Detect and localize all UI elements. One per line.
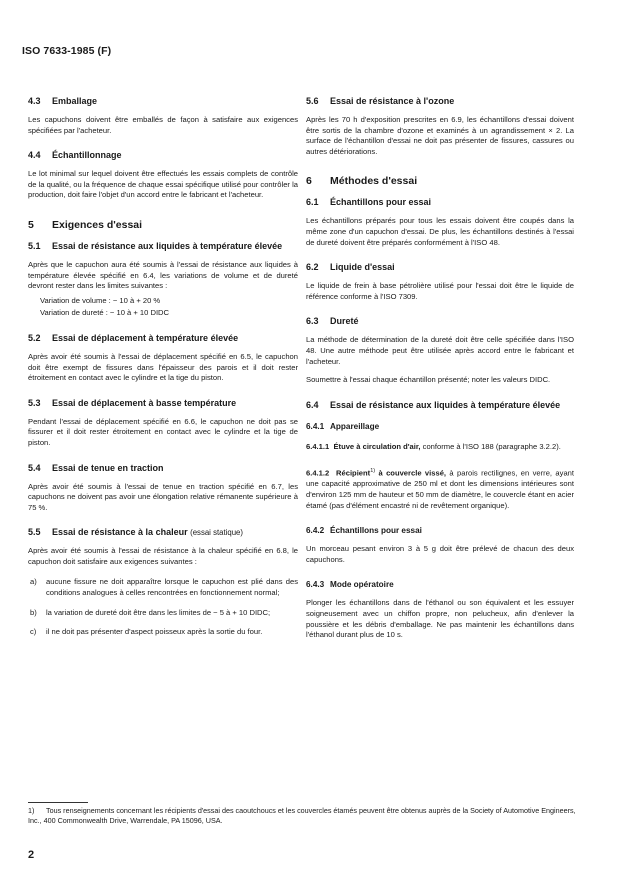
- list-item: c) il ne doit pas présenter d'aspect poisseux après la sortie du four.: [30, 627, 263, 637]
- section-5-1-heading: 5.1 Essai de résistance aux liquides à température élevée: [28, 240, 283, 251]
- section-5-3-heading: 5.3 Essai de déplacement à basse température: [28, 397, 237, 408]
- volume-variation: Variation de volume : − 10 à + 20 %: [40, 295, 161, 305]
- section-6-4-1-heading: 6.4.1 Appareillage: [306, 421, 380, 431]
- section-5-heading: 5 Exigences d'essai: [28, 218, 143, 231]
- section-6-heading: 6 Méthodes d'essai: [306, 175, 418, 188]
- section-6-4-3-text: Plonger les échantillons dans de l'éthanol ou son équivalent et les essuyer soigneusement avec un chiffon propre, non pelucheux, afin d'enlever la poussière et les débris d'emballage. Ne pas maintenir les échantillons dans l'éthanol durant plus de 10 s.: [306, 598, 574, 640]
- section-4-4-text: Le lot minimal sur lequel doivent être effectués les essais complets de contrôle de la qualité, ou la fréquence de chaque essai spécifique utilisé pour contrôler la production, doit faire l'objet d'un accord entre le fabricant et l'acheteur.: [28, 169, 298, 200]
- section-5-2-text: Après avoir été soumis à l'essai de déplacement spécifié en 6.5, le capuchon doit être exempt de fissures dans l'épaisseur des parois et il doit rester étroitement en contact avec le cylindre et la tige du piston.: [28, 351, 298, 383]
- section-4-3-text: Les capuchons doivent être emballés de façon à satisfaire aux exigences spécifiées par l'acheteur.: [28, 115, 298, 135]
- list-item: b) la variation de dureté doit être dans les limites de − 5 à + 10 DIDC;: [30, 607, 271, 617]
- list-item: a) aucune fissure ne doit apparaître lorsque le capuchon est plié dans des conditions analogues à celles rencontrées en fonctionnement normal;: [30, 577, 298, 598]
- right-column: [306, 96, 574, 655]
- section-6-3-heading: 6.3 Dureté: [306, 316, 359, 327]
- section-5-4-text: Après avoir été soumis à l'essai de tenue en traction spécifié en 6.7, les capuchons ne doivent pas avoir une élongation relative rémanente supérieure à 75 %.: [28, 481, 298, 512]
- section-6-4-1-2-text: 6.4.1.2 Récipient$^{1)}$ à couvercle vissé, à parois rectilignes, en verre, ayant une capacité approximative de 250 ml et dont les dimensions intérieures sont d'environ 125 mm de hauteur et 50 mm de diamètre, le couvercle étant en acier étamé (pas d'élément encastré ni de revêtement organique).: [306, 468, 574, 510]
- section-6-4-2-heading: 6.4.2 Échantillons pour essai: [306, 526, 422, 536]
- section-6-1-text: Les échantillons préparés pour tous les essais doivent être coupés dans la même zone d'un capuchon d'essai. De plus, les échantillons destinés à l'essai de dureté doivent être préparés conformément à l'ISO 48.: [306, 216, 574, 247]
- section-5-5-text: Après avoir été soumis à l'essai de résistance à la chaleur spécifié en 6.8, le capuchon doit satisfaire aux exigences suivantes :: [28, 546, 298, 566]
- section-6-2-text: Le liquide de frein à base pétrolière utilisé pour l'essai doit être le liquide de référence conforme à l'ISO 7309.: [306, 281, 574, 301]
- section-6-4-1-1-text: 6.4.1.1 Étuve à circulation d'air, conforme à l'ISO 188 (paragraphe 3.2.2).: [306, 441, 561, 451]
- section-5-3-text: Pendant l'essai de déplacement spécifié en 6.6, le capuchon ne doit pas se fissurer et il doit rester étroitement en contact avec le cylindre et la tige de piston.: [28, 416, 298, 447]
- section-5-1-text: Après que le capuchon aura été soumis à l'essai de résistance aux liquides à température élevée spécifié en 6.4, les variations de volume et de dureté devront rester dans les limites suivantes :: [28, 259, 298, 291]
- footnote-divider: [28, 802, 88, 803]
- section-4-3-heading: 4.3 Emballage: [28, 96, 98, 106]
- section-5-5-heading: 5.5 Essai de résistance à la chaleur (essai statique): [28, 527, 243, 538]
- left-column: [28, 96, 298, 647]
- section-6-4-heading: 6.4 Essai de résistance aux liquides à température élevée: [306, 399, 561, 410]
- section-6-2-heading: 6.2 Liquide d'essai: [306, 262, 395, 273]
- section-5-6-text: Après les 70 h d'exposition prescrites en 6.9, les échantillons d'essai doivent être sortis de la chambre d'ozone et examinés à un agrandissement × 2. La surface de l'échantillon d'essai ne doit pas présenter de fissures, cassures ou autres détériorations.: [306, 115, 574, 156]
- section-4-4-heading: 4.4 Échantillonnage: [28, 150, 122, 161]
- section-6-3-text: La méthode de détermination de la dureté doit être celle spécifiée dans l'ISO 48. Une autre méthode peut être utilisée après accord entre le fabricant et l'acheteur.: [306, 335, 574, 366]
- section-6-1-heading: 6.1 Échantillons pour essai: [306, 197, 432, 208]
- section-5-2-heading: 5.2 Essai de déplacement à température élevée: [28, 332, 239, 343]
- section-6-3-text-2: Soumettre à l'essai chaque échantillon présenté; noter les valeurs DIDC.: [306, 375, 551, 385]
- section-6-4-2-text: Un morceau pesant environ 3 à 5 g doit être prélevé de chacun des deux capuchons.: [306, 544, 574, 564]
- document-header: ISO 7633-1985 (F): [22, 45, 112, 57]
- section-5-4-heading: 5.4 Essai de tenue en traction: [28, 462, 164, 473]
- section-6-4-3-heading: 6.4.3 Mode opératoire: [306, 580, 394, 590]
- footnote: 1) Tous renseignements concernant les récipients d'essai des caoutchoucs et les couvercles étamés peuvent être obtenus auprès de la Society of Automotive Engineers, Inc., 400 Commonwealth Drive, Warrendale, PA 15096, USA.: [28, 806, 576, 825]
- page-number: 2: [28, 849, 35, 861]
- section-5-6-heading: 5.6 Essai de résistance à l'ozone: [306, 96, 455, 106]
- hardness-variation: Variation de dureté : − 10 à + 10 DIDC: [40, 308, 170, 318]
